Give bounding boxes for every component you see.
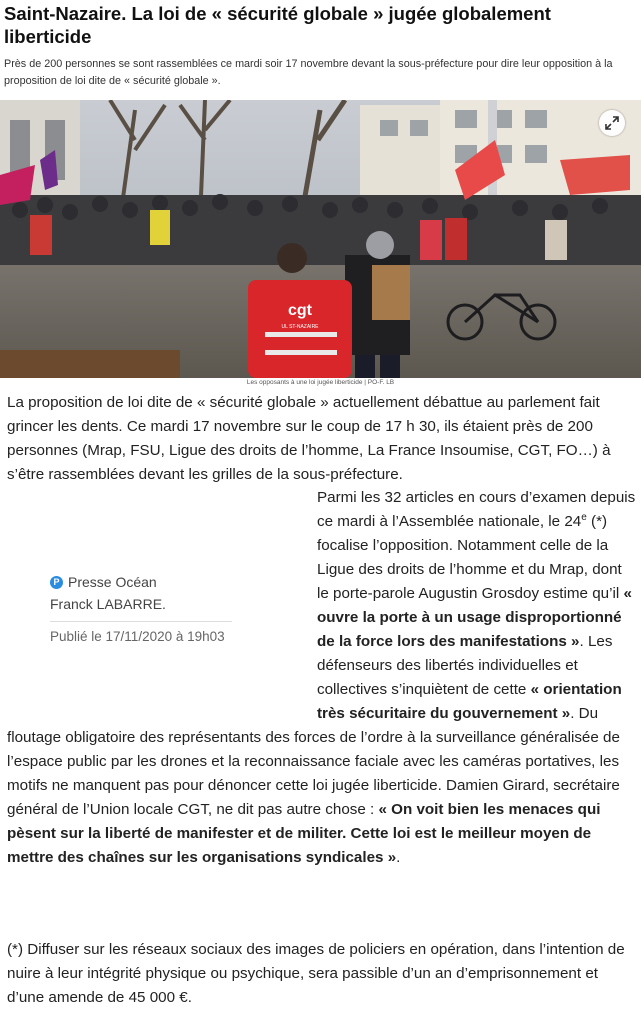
vest-logo-text: cgt bbox=[288, 302, 312, 319]
publish-date: Publié le 17/11/2020 à 19h03 bbox=[50, 629, 225, 644]
vest-subtext: UL ST-NAZAIRE bbox=[281, 324, 319, 330]
paragraph-3-text-1: floutage obligatoire des représentants des forces de l’ordre à la surveillance généralisée de l’espace public par les drones et la reconnaissance faciale avec les caméras portatives, les motifs ne manquent pas pour dénoncer cette loi jugée liberticide. Damien Girard, secrétaire général de l’Union locale CGT, ne dit pas autre chose : bbox=[7, 729, 620, 818]
quote-orientation: « orientation très sécuritaire du gouvernement » bbox=[317, 681, 622, 722]
source-divider bbox=[50, 621, 232, 622]
paragraph-2-text-2: (*) focalise l’opposition. Notamment celle de la Ligue des droits de l’homme et du Mrap, dont le porte-parole Augustin Grosdoy estime qu’il bbox=[317, 513, 624, 602]
source-name[interactable]: Presse Océan bbox=[68, 574, 157, 590]
article-paragraph-2 bbox=[317, 486, 637, 726]
article-photo[interactable] bbox=[0, 100, 641, 378]
author-name: Franck LABARRE. bbox=[50, 596, 166, 612]
article-title: Saint-Nazaire. La loi de « sécurité globale » jugée globalement liberticide bbox=[4, 3, 551, 47]
paragraph-3-text-2: . bbox=[396, 849, 401, 866]
paragraph-2-text-4: . Du bbox=[570, 705, 599, 722]
article-paragraph-3 bbox=[7, 726, 637, 870]
presse-ocean-logo-icon: P bbox=[50, 576, 63, 589]
paragraph-2-text-1: Parmi les 32 articles en cours d’examen depuis ce mardi à l’Assemblée nationale, le 24 bbox=[317, 489, 636, 530]
expand-photo-button[interactable] bbox=[599, 110, 625, 136]
article-footnote: (*) Diffuser sur les réseaux sociaux des images de policiers en opération, dans l’intention de nuire à leur intégrité physique ou psychique, sera passible d’un an d’emprisonnement et d’une amende de 45 000 €. bbox=[7, 941, 625, 1006]
article-paragraph-1: La proposition de loi dite de « sécurité globale » actuellement débattue au parlement fait grincer les dents. Ce mardi 17 novembre sur le coup de 17 h 30, ils étaient près de 200 personnes (Mrap, FSU, Ligue des droits de l’homme, La France Insoumise, CGT, FO…) à s’être rassemblées devant les grilles de la sous-préfecture. bbox=[7, 394, 611, 483]
ordinal-superscript: e bbox=[581, 511, 587, 523]
source-row[interactable] bbox=[50, 573, 232, 591]
quote-girard: « On voit bien les menaces qui pèsent sur la liberté de manifester et de militer. Cette loi est le meilleur moyen de mettre des chaînes sur les organisations syndicales » bbox=[7, 801, 601, 866]
paragraph-2-text-3: . Les défenseurs des libertés individuelles et collectives s’inquiètent de cette bbox=[317, 633, 613, 698]
quote-grosdoy: « ouvre la porte à un usage disproportionné de la force lors des manifestations » bbox=[317, 585, 632, 650]
article-lede: Près de 200 personnes se sont rassemblées ce mardi soir 17 novembre devant la sous-préfecture pour dire leur opposition à la proposition de loi dite de « sécurité globale ». bbox=[4, 58, 613, 87]
expand-icon bbox=[605, 116, 619, 130]
photo-caption: Les opposants à une loi jugée liberticide | PO-F. LB bbox=[246, 379, 395, 386]
protest-photo-illustration bbox=[0, 100, 641, 378]
source-box bbox=[50, 573, 232, 644]
